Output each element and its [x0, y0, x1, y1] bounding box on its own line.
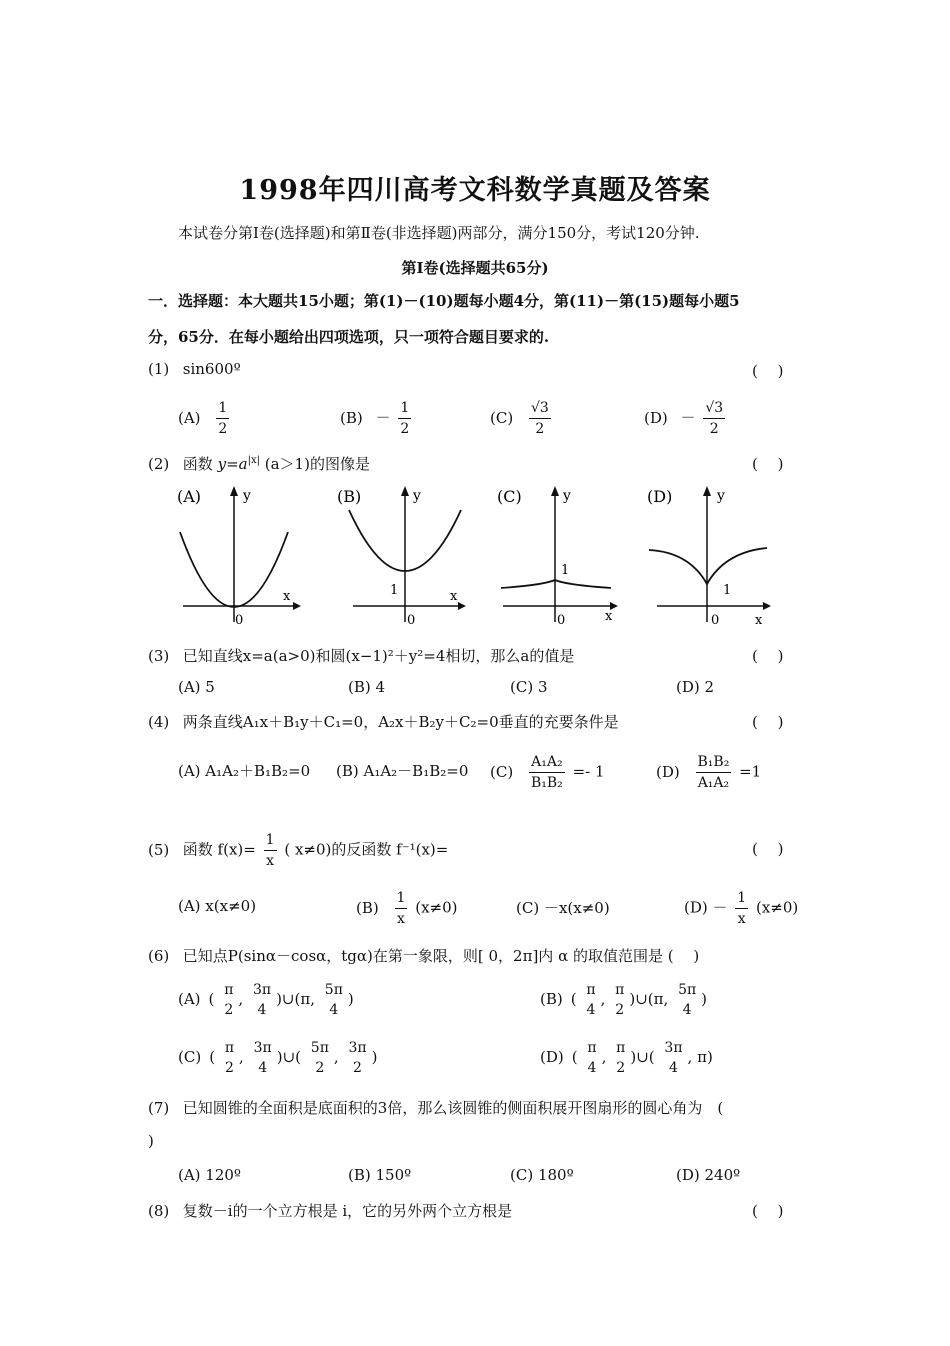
fraction: $\frac{1}{x}$ [396, 890, 406, 927]
fraction: $\frac{√3}{2}$ [530, 400, 549, 437]
origin-label: 0 [407, 613, 416, 628]
intercept-label: 1 [390, 583, 399, 598]
q3-stem: 已知直线x=a(a>0)和圆(x−1)²＋y²=4相切，那么a的值是 [182, 647, 575, 665]
x-arrow-icon [293, 602, 301, 610]
question-3: (3) 已知直线x=a(a>0)和圆(x−1)²＋y²=4相切，那么a的值是 [148, 647, 575, 665]
q1-option-c[interactable]: (C) $\frac{√3}{2}$ [490, 400, 549, 437]
intercept-label: 1 [723, 583, 732, 598]
q3-option-d[interactable]: (D) 2 [676, 678, 715, 696]
q5-answer-blank[interactable]: ( ) [752, 840, 784, 858]
x-label: x [755, 613, 763, 628]
origin-label: 0 [235, 613, 244, 628]
q6-option-a[interactable]: (A) ( π 2 , 3π 4 )∪(π, 5π 4 ) [178, 982, 354, 1018]
section1-instructions-line2: 分，65分．在每小题给出四项选项，只一项符合题目要求的. [148, 328, 550, 346]
graph-label: (C) [497, 487, 522, 506]
q3-option-c[interactable]: (C) 3 [510, 678, 548, 696]
question-2: (2) 函数 $y=a^{|x|}$ (a＞1)的图像是 [148, 455, 370, 473]
fraction: $\frac{1}{x}$ [737, 890, 747, 927]
question-8: (8) 复数－i的一个立方根是 i，它的另外两个立方根是 [148, 1202, 513, 1220]
q7-option-a[interactable]: (A) 120º [178, 1166, 241, 1184]
q4-option-b[interactable]: (B) A₁A₂－B₁B₂=0 [336, 762, 469, 780]
origin-label: 0 [711, 613, 720, 628]
question-6: (6) 已知点P(sinα－cosα，tgα)在第一象限，则[ 0，2π]内 α 的取值范围是 ( ) [148, 947, 700, 965]
q5-option-a[interactable]: (A) x(x≠0) [178, 897, 257, 915]
graph-label: (A) [177, 487, 202, 506]
y-label: y [563, 488, 571, 504]
q1-answer-blank[interactable]: ( ) [752, 362, 784, 380]
q3-option-a[interactable]: (A) 5 [178, 678, 215, 696]
q6-stem: 已知点P(sinα－cosα，tgα)在第一象限，则[ 0，2π]内 α 的取值范围是 ( ) [182, 947, 700, 965]
page-title: 1998年四川高考文科数学真题及答案 [239, 175, 711, 206]
fraction: $\frac{\text{B₁B₂}}{\text{A₁A₂}}$ [697, 754, 730, 791]
q6-option-d[interactable]: (D) ( π 4 , π 2 )∪( 3π 4 , π) [540, 1040, 713, 1076]
fraction: $\frac{1}{2}$ [218, 400, 228, 437]
section1-instructions-line1: 一．选择题：本大题共15小题；第(1)－(10)题每小题4分，第(11)－第(15)题每小题5 [148, 292, 740, 310]
y-label: y [243, 488, 251, 504]
q8-answer-blank[interactable]: ( ) [752, 1202, 784, 1220]
q2-graph-a[interactable] [175, 482, 315, 627]
intercept-label: 1 [561, 563, 570, 578]
q4-answer-blank[interactable]: ( ) [752, 713, 784, 731]
q5-option-c[interactable]: (C) －x(x≠0) [516, 899, 610, 917]
question-4: (4) 两条直线A₁x＋B₁y＋C₁=0，A₂x＋B₂y＋C₂=0垂直的充要条件是 [148, 713, 619, 731]
question-7: (7) 已知圆锥的全面积是底面积的3倍，那么该圆锥的侧面积展开图扇形的圆心角为 ( [148, 1099, 724, 1117]
q3-option-b[interactable]: (B) 4 [348, 678, 386, 696]
graph-label: (B) [337, 487, 362, 506]
x-arrow-icon [458, 602, 466, 610]
fraction: $\frac{\text{A₁A₂}}{\text{B₁B₂}}$ [530, 754, 563, 791]
q7-answer-blank[interactable]: ) [148, 1132, 154, 1150]
q5-option-b[interactable]: (B) $\frac{1}{x}$ (x≠0) [356, 890, 458, 927]
fraction: $\frac{1}{x}$ [265, 832, 275, 869]
q6-option-b[interactable]: (B) ( π 4 , π 2 )∪(π, 5π 4 ) [540, 982, 708, 1018]
curve [501, 580, 611, 588]
q4-option-a[interactable]: (A) A₁A₂＋B₁B₂=0 [178, 762, 311, 780]
curve [649, 548, 767, 584]
q4-stem: 两条直线A₁x＋B₁y＋C₁=0，A₂x＋B₂y＋C₂=0垂直的充要条件是 [182, 713, 619, 731]
q7-option-d[interactable]: (D) 240º [676, 1166, 741, 1184]
y-label: y [413, 488, 421, 504]
q3-answer-blank[interactable]: ( ) [752, 647, 784, 665]
q2-answer-blank[interactable]: ( ) [752, 455, 784, 473]
q7-option-b[interactable]: (B) 150º [348, 1166, 412, 1184]
q2-graph-c[interactable] [495, 482, 635, 627]
fraction: $\frac{√3}{2}$ [705, 400, 724, 437]
origin-label: 0 [557, 613, 566, 628]
y-arrow-icon [551, 486, 559, 496]
q6-option-c[interactable]: (C) ( π 2 , 3π 4 )∪( 5π 2 , 3π 2 ) [178, 1040, 378, 1076]
x-label: x [283, 589, 291, 604]
y-arrow-icon [401, 486, 409, 496]
q4-option-d[interactable]: (D) $\frac{\text{B₁B₂}}{\text{A₁A₂}}$ =1 [656, 754, 762, 791]
q7-option-c[interactable]: (C) 180º [510, 1166, 574, 1184]
q5-option-d[interactable]: (D) － $\frac{1}{x}$ (x≠0) [684, 890, 799, 927]
q1-option-b[interactable]: (B) － $\frac{1}{2}$ [340, 400, 410, 437]
exam-intro: 本试卷分第Ⅰ卷(选择题)和第Ⅱ卷(非选择题)两部分，满分150分，考试120分钟. [178, 224, 700, 242]
q1-option-a[interactable]: (A) $\frac{1}{2}$ [178, 400, 228, 437]
graph-label: (D) [647, 487, 673, 506]
q1-stem: sin600º [182, 360, 241, 378]
part1-heading: 第Ⅰ卷(选择题共65分) [401, 259, 549, 277]
q1-option-d[interactable]: (D) － $\frac{√3}{2}$ [644, 400, 724, 437]
q8-stem: 复数－i的一个立方根是 i，它的另外两个立方根是 [182, 1202, 513, 1220]
x-label: x [605, 609, 613, 624]
q7-stem: 已知圆锥的全面积是底面积的3倍，那么该圆锥的侧面积展开图扇形的圆心角为 ( [182, 1099, 724, 1117]
x-arrow-icon [763, 602, 771, 610]
q4-option-c[interactable]: (C) $\frac{\text{A₁A₂}}{\text{B₁B₂}}$ =- 1 [490, 754, 605, 791]
y-arrow-icon [230, 486, 238, 496]
y-label: y [717, 488, 725, 504]
x-label: x [450, 589, 458, 604]
question-5: (5) 函数 f(x)= $\frac{1}{x}$ ( x≠0)的反函数 f⁻¹(x)= [148, 832, 449, 869]
y-arrow-icon [703, 486, 711, 496]
q2-graph-b[interactable] [335, 482, 475, 627]
q2-graph-d[interactable] [645, 482, 785, 627]
fraction: $\frac{1}{2}$ [400, 400, 410, 437]
question-1: (1) sin600º [148, 360, 241, 378]
